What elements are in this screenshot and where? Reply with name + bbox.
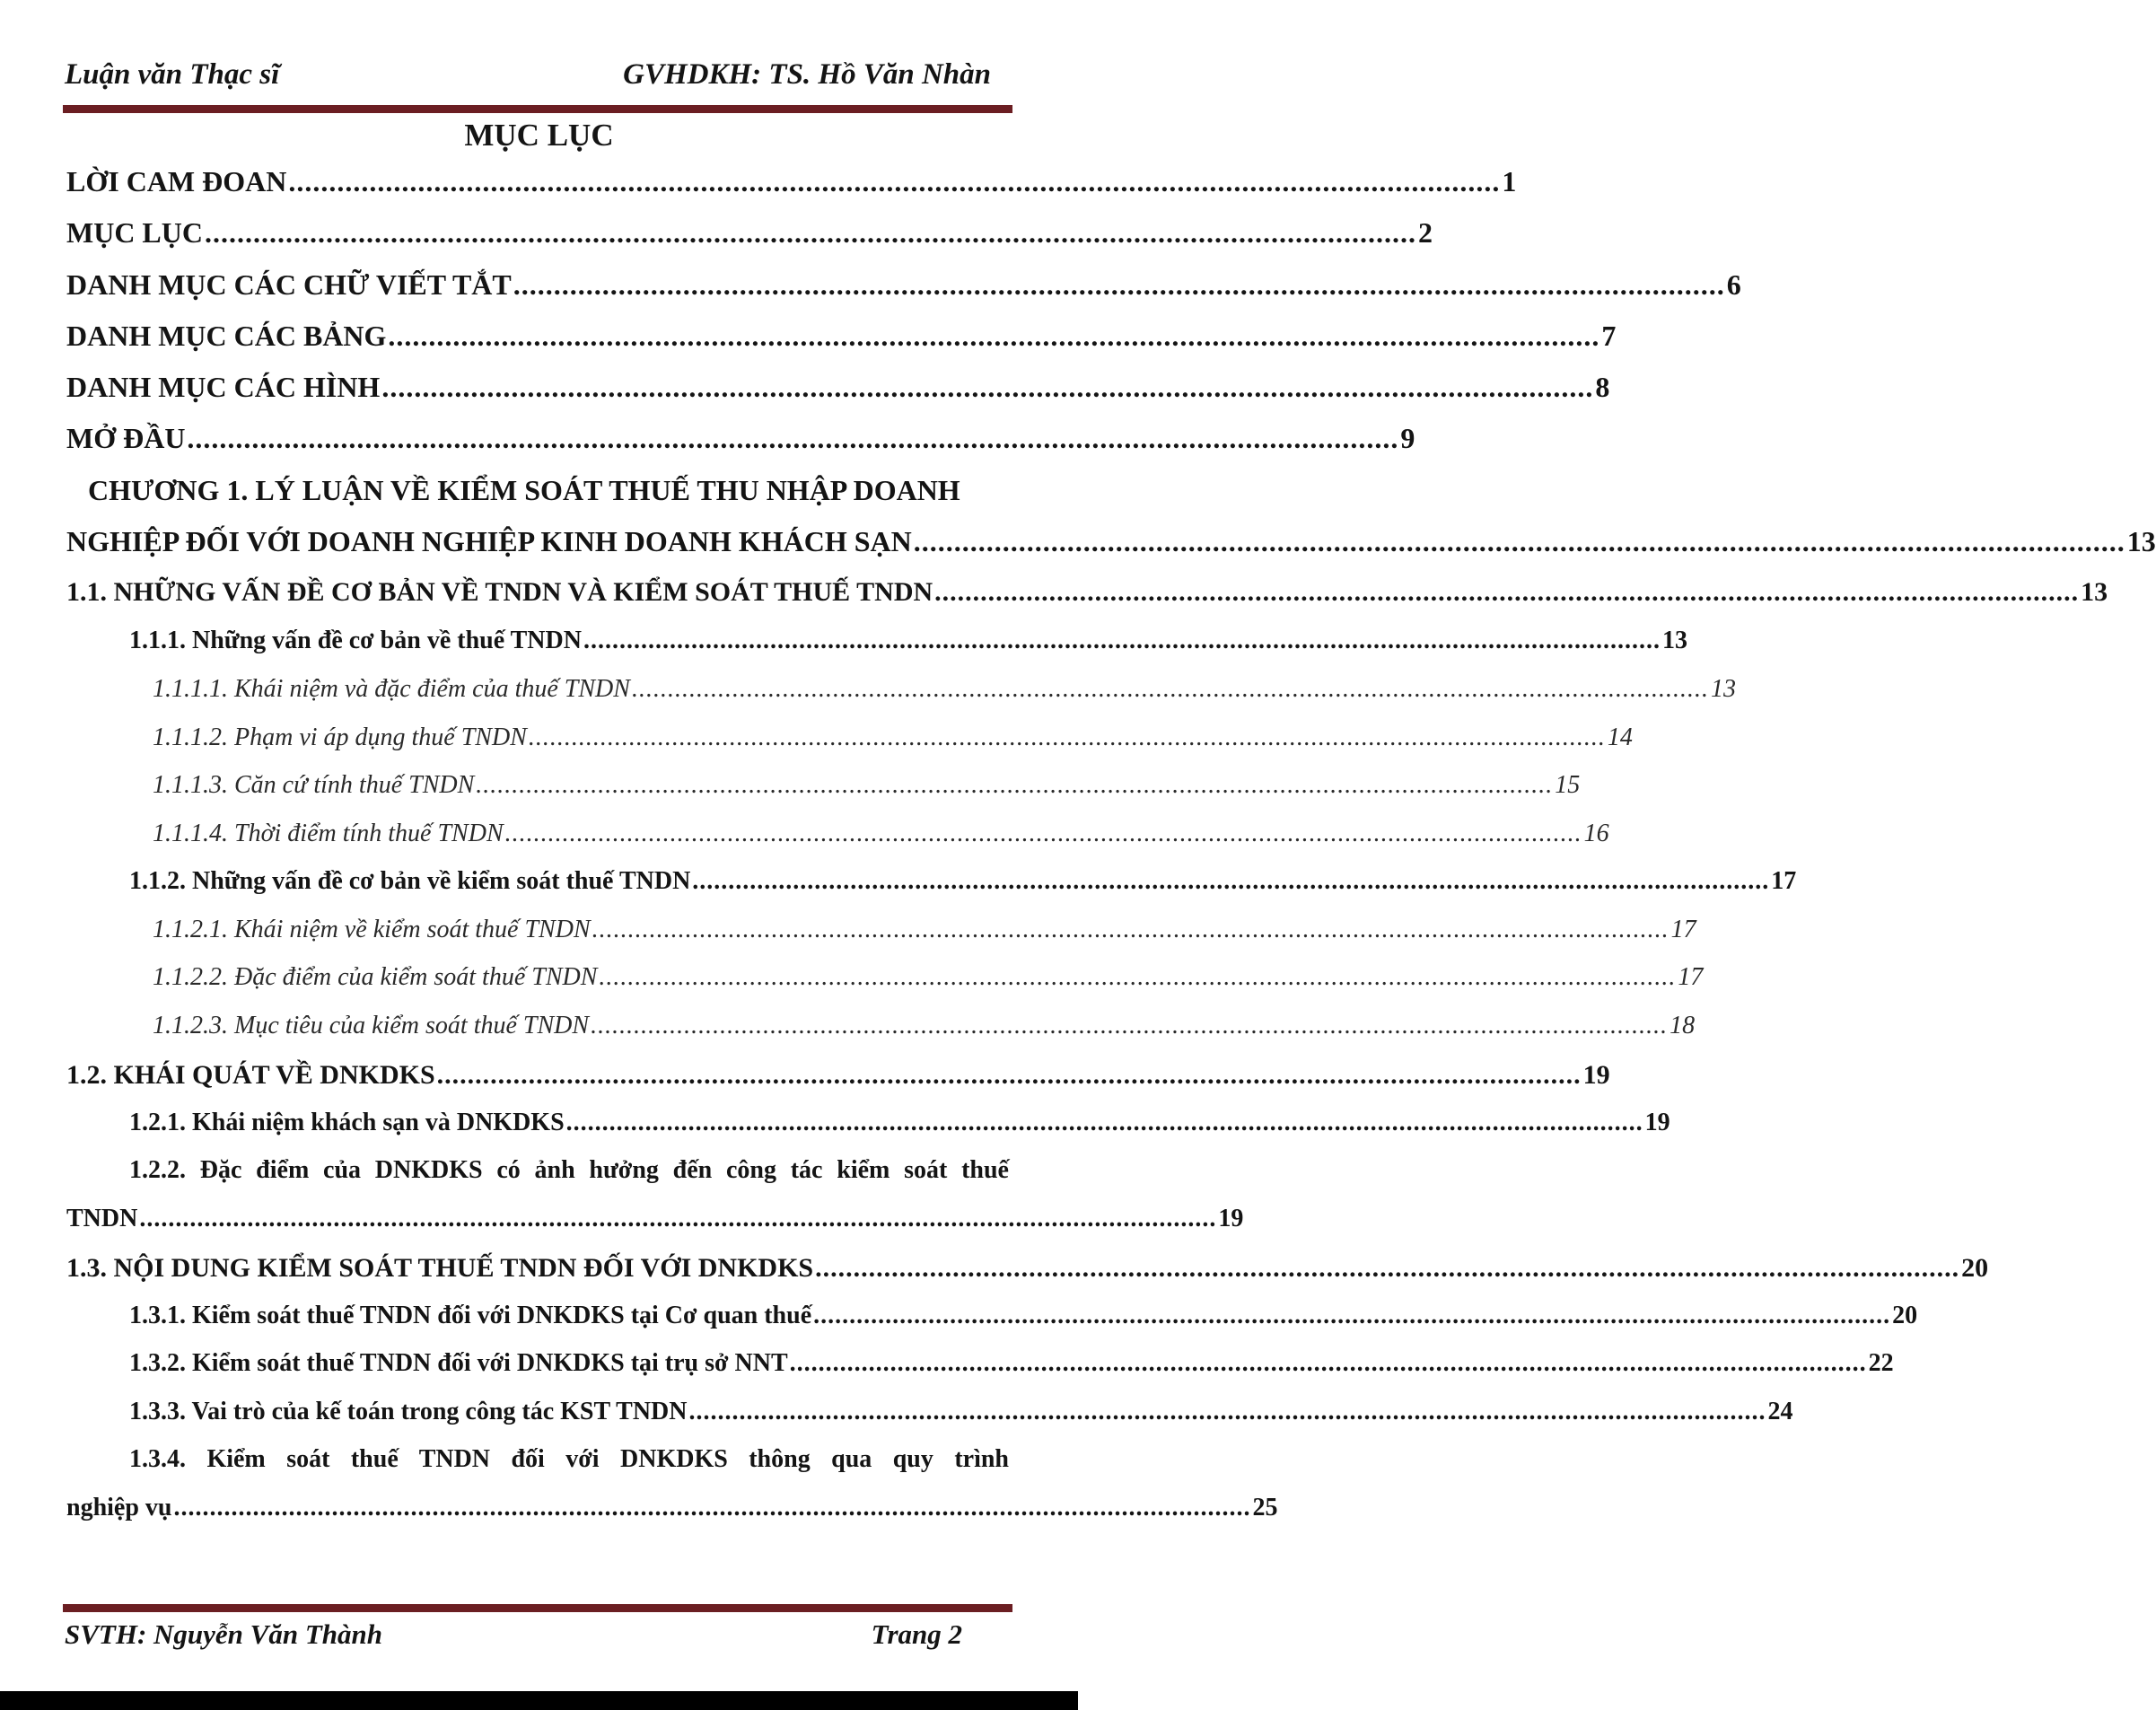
toc-leader-dots: ...................................................................................................................................................... <box>187 422 1399 454</box>
toc-entry-label: LỜI CAM ĐOAN <box>66 165 287 197</box>
toc-entry-page: 8 <box>1595 371 1610 403</box>
toc-leader-dots: ...................................................................................................................................................... <box>631 675 1709 703</box>
toc-entry-page: 6 <box>1726 268 1741 301</box>
toc-leader-dots: ...................................................................................................................................................... <box>476 771 1554 799</box>
toc-entry-label: 1.1.1.4. Thời điểm tính thuế TNDN <box>153 820 504 847</box>
toc-entry-page: 19 <box>1582 1060 1610 1090</box>
toc-entry[interactable] <box>66 1349 1894 1378</box>
toc-entry-label: 1.1.1.3. Căn cứ tính thuế TNDN <box>153 771 475 799</box>
toc-entry-first-line[interactable]: 1.3.4. Kiểm soát thuế TNDN đối với DNKDKS thông qua quy trình <box>129 1445 1009 1473</box>
toc-entry-page: 19 <box>1644 1109 1670 1136</box>
toc-entry-label: 1.1.2.3. Mục tiêu của kiểm soát thuế TNDN <box>153 1012 590 1039</box>
toc-entry-page: 17 <box>1670 916 1696 943</box>
header-rule <box>63 105 1012 113</box>
page-footer <box>65 1615 962 1654</box>
toc-leader-dots: ...................................................................................................................................................... <box>173 1494 1251 1521</box>
toc-entry-page: 17 <box>1771 867 1797 895</box>
toc-leader-dots: ...................................................................................................................................................... <box>692 867 1770 895</box>
toc-entry-label: 1.3.1. Kiểm soát thuế TNDN đối với DNKDKS tại Cơ quan thuế <box>129 1302 812 1329</box>
toc-entry-page: 22 <box>1868 1349 1894 1377</box>
toc-entry-page: 20 <box>1892 1302 1918 1329</box>
toc-entry[interactable] <box>66 1302 1918 1330</box>
toc-entry-label: 1.3.3. Vai trò của kế toán trong công tác KST TNDN <box>129 1398 688 1425</box>
toc-entry[interactable] <box>66 963 1704 992</box>
toc-entry-label: MỞ ĐẦU <box>66 422 186 454</box>
toc-leader-dots: ...................................................................................................................................................... <box>565 1109 1643 1136</box>
toc-entry-page: 25 <box>1252 1494 1278 1521</box>
toc-entry-label: 1.1.1. Những vấn đề cơ bản về thuế TNDN <box>129 627 582 654</box>
toc-entry-page: 13 <box>1710 675 1736 703</box>
toc-leader-dots: ...................................................................................................................................................... <box>139 1205 1217 1232</box>
toc-entry[interactable] <box>66 525 2156 558</box>
toc-entry-page: 13 <box>2081 577 2108 607</box>
toc-entry[interactable] <box>66 916 1696 944</box>
toc-entry[interactable] <box>66 1205 1244 1233</box>
toc-entry[interactable] <box>66 771 1581 800</box>
toc-entry[interactable] <box>66 371 1610 404</box>
toc-leader-dots: ...................................................................................................................................................... <box>599 963 1677 991</box>
toc-entry[interactable] <box>66 627 1687 655</box>
toc-entry-page: 2 <box>1417 216 1433 249</box>
bottom-edge-strip <box>0 1691 1078 1710</box>
toc-entry[interactable] <box>66 1398 1793 1426</box>
toc-leader-dots: ...................................................................................................................................................... <box>789 1349 1867 1377</box>
toc-leader-dots: ...................................................................................................................................................... <box>813 1302 1891 1329</box>
toc-entry-label: 1.3. NỘI DUNG KIỂM SOÁT THUẾ TNDN ĐỐI VỚI DNKDKS <box>66 1253 814 1283</box>
toc-leader-dots: ...................................................................................................................................................... <box>815 1253 1960 1283</box>
toc-entry-label: nghiệp vụ <box>66 1494 172 1521</box>
toc-entry-page: 1 <box>1502 165 1517 197</box>
toc-entry[interactable] <box>66 1060 1610 1091</box>
toc-entry-label: 1.1.1.2. Phạm vi áp dụng thuế TNDN <box>153 723 527 751</box>
toc-entry-label: TNDN <box>66 1205 138 1232</box>
toc-entry-page: 13 <box>1661 627 1687 654</box>
toc-leader-dots: ...................................................................................................................................................... <box>504 820 1582 847</box>
toc-entry[interactable] <box>66 1012 1696 1040</box>
toc-entry-page: 17 <box>1678 963 1704 991</box>
toc-leader-dots: ...................................................................................................................................................... <box>688 1398 1766 1425</box>
toc-leader-dots: ...................................................................................................................................................... <box>934 577 2080 607</box>
toc-entry[interactable] <box>66 320 1617 353</box>
footer-student-name: SVTH: Nguyễn Văn Thành <box>65 1618 383 1650</box>
footer-page-number: Trang 2 <box>871 1618 962 1650</box>
toc-leader-dots: ...................................................................................................................................................... <box>592 916 1670 943</box>
toc-entry-page: 15 <box>1555 771 1581 799</box>
toc-entry-label: 1.2.1. Khái niệm khách sạn và DNKDKS <box>129 1109 565 1136</box>
header-thesis-type: Luận văn Thạc sĩ <box>65 57 280 91</box>
toc-leader-dots: ...................................................................................................................................................... <box>204 216 1416 249</box>
toc-entry[interactable] <box>66 867 1797 896</box>
toc-entry[interactable] <box>66 1494 1278 1522</box>
toc-entry[interactable] <box>66 577 2108 608</box>
toc-entry[interactable] <box>66 216 1433 250</box>
header-supervisor: GVHDKH: TS. Hồ Văn Nhàn <box>623 57 991 91</box>
toc-entry-page: 9 <box>1400 422 1415 454</box>
toc-entry-label: DANH MỤC CÁC HÌNH <box>66 371 381 403</box>
footer-rule <box>63 1604 1012 1612</box>
page-header <box>65 52 991 97</box>
toc-entry[interactable] <box>66 723 1633 752</box>
toc-leader-dots: ...................................................................................................................................................... <box>513 268 1725 301</box>
toc-entry[interactable] <box>66 422 1415 455</box>
toc-entry-page: 14 <box>1607 723 1633 751</box>
toc-entry[interactable] <box>66 820 1609 848</box>
toc-leader-dots: ...................................................................................................................................................... <box>528 723 1606 751</box>
toc-leader-dots: ...................................................................................................................................................... <box>591 1012 1669 1039</box>
toc-entry-first-line[interactable]: CHƯƠNG 1. LÝ LUẬN VỀ KIỂM SOÁT THUẾ THU NHẬP DOANH <box>88 474 960 506</box>
toc-entry-label: 1.2. KHÁI QUÁT VỀ DNKDKS <box>66 1060 435 1090</box>
toc-title: MỤC LỤC <box>464 118 614 153</box>
toc-entry-label: 1.1.2.2. Đặc điểm của kiểm soát thuế TNDN <box>153 963 598 991</box>
toc-leader-dots: ...................................................................................................................................................... <box>913 525 2125 557</box>
toc-entry[interactable] <box>66 1109 1670 1137</box>
toc-entry[interactable] <box>66 165 1517 198</box>
toc-leader-dots: ...................................................................................................................................................... <box>381 371 1594 403</box>
toc-entry-page: 20 <box>1961 1253 1989 1283</box>
toc-entry-page: 18 <box>1670 1012 1696 1039</box>
toc-entry-label: NGHIỆP ĐỐI VỚI DOANH NGHIỆP KINH DOANH KHÁCH SẠN <box>66 525 912 557</box>
toc-leader-dots: ...................................................................................................................................................... <box>436 1060 1582 1090</box>
toc-entry-label: 1.3.2. Kiểm soát thuế TNDN đối với DNKDKS tại trụ sở NNT <box>129 1349 788 1377</box>
toc-entry-label: MỤC LỤC <box>66 216 203 249</box>
toc-entry-label: 1.1. NHỮNG VẤN ĐỀ CƠ BẢN VỀ TNDN VÀ KIỂM SOÁT THUẾ TNDN <box>66 577 933 607</box>
toc-entry[interactable] <box>66 675 1736 704</box>
toc-entry-page: 19 <box>1218 1205 1244 1232</box>
toc-entry-label: DANH MỤC CÁC CHỮ VIẾT TẮT <box>66 268 512 301</box>
toc-leader-dots: ...................................................................................................................................................... <box>583 627 1661 654</box>
toc-entry-page: 24 <box>1767 1398 1793 1425</box>
toc-entry[interactable] <box>66 268 1741 302</box>
toc-entry-label: 1.1.1.1. Khái niệm và đặc điểm của thuế TNDN <box>153 675 630 703</box>
toc-entry-first-line[interactable]: 1.2.2. Đặc điểm của DNKDKS có ảnh hưởng đến công tác kiểm soát thuế <box>129 1156 1009 1184</box>
toc-entry-page: 16 <box>1583 820 1609 847</box>
toc-leader-dots: ...................................................................................................................................................... <box>288 165 1501 197</box>
toc-entry-page: 13 <box>2126 525 2156 557</box>
toc-entry-label: 1.1.2.1. Khái niệm về kiểm soát thuế TNDN <box>153 916 591 943</box>
toc-entry[interactable] <box>66 1253 1989 1284</box>
toc-entry-label: 1.1.2. Những vấn đề cơ bản về kiểm soát thuế TNDN <box>129 867 691 895</box>
toc-leader-dots: ...................................................................................................................................................... <box>388 320 1600 352</box>
toc-entry-label: DANH MỤC CÁC BẢNG <box>66 320 387 352</box>
toc-entry-page: 7 <box>1601 320 1617 352</box>
